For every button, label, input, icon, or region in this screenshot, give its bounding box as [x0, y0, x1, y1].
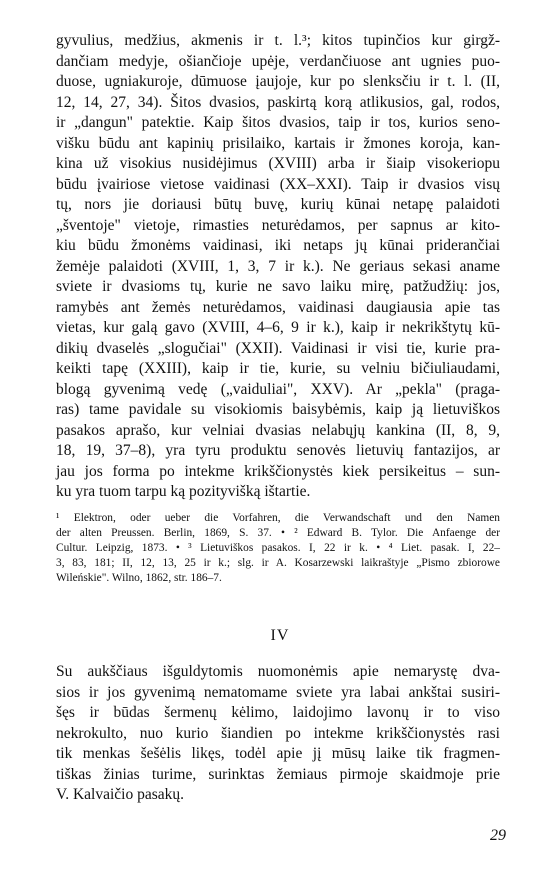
text-line: šęs ir būdas šermenų kėlimo, laidojimo lavonų ir to viso — [56, 704, 500, 721]
text-line: vietas, kur galą gavo (XVIII, 4–6, 9 ir k.), kaip ir nekrikštytų kū- — [56, 319, 500, 336]
page-number: 29 — [490, 827, 506, 844]
text-line: kina už visokius nusidėjimus (XVIII) arba ir šiaip visokeriopu — [56, 155, 500, 172]
footnote-line: 3, 83, 181; II, 12, 13, 25 ir k.; slg. ir A. Kosarzewski laikraštyje „Pismo zbiorowe — [56, 557, 500, 569]
text-line: ras) tame pavidale su visokiomis baisybėmis, kaip ją lietuviškos — [56, 401, 500, 418]
footnotes — [56, 511, 500, 586]
text-line: jau jos forma po intekme krikščionystės kiek persikeitus – sun- — [56, 462, 500, 480]
text-line: ramybės ant žemės neturėdamos, vaidinasi daugiausia apie tas — [56, 298, 500, 316]
text-line: višku būdu ant kapinių prisilaiko, kartais ir žmones koroja, kan- — [56, 134, 500, 152]
text-line: dikių dvaselės „slogučiai" (XXII). Vaidinasi ir visi tie, kurie pra- — [56, 339, 500, 357]
footnote-line: Wileńskie". Wilno, 1862, str. 186–7. — [56, 572, 222, 584]
text-line: V. Kalvaičio pasakų. — [56, 786, 184, 803]
text-line: gyvulius, medžius, akmenis ir t. l.³; kitos tupinčios kur girgž- — [56, 32, 500, 49]
text-line: nekrokulto, nuo kurio šiandien po intekme krikščionystės rasi — [56, 724, 500, 742]
text-line: kiu būdu žmonėms vaidinasi, iki netaps jų kūnai priderančiai — [56, 237, 500, 254]
text-line: 12, 14, 27, 34). Šitos dvasios, paskirtą korą atlikusios, gal, rodos, — [56, 93, 500, 111]
text-line: tiškas žinias turime, surinktas žemiaus pirmoje skaidmoje prie — [56, 765, 500, 783]
text-line: sviete ir dvasioms tų, kurie ne savo laiku mirę, patžudžių: jos, — [56, 278, 500, 295]
text-line: duose, ugniakuroje, dūmuose įaujoje, kur po slenksčiu ir t. l. (II, — [56, 73, 500, 90]
text-line: Su aukščiaus išguldytomis nuomonėmis apie nemarystę dva- — [56, 663, 500, 680]
text-line: keikti tapę (XXIII), kaip ir tie, kurie, su velniu bičiuliaudami, — [56, 360, 500, 377]
text-line: tik menkas šešėlis likęs, todėl apie jį mūsų laike tik fragmen- — [56, 745, 500, 762]
text-line: dančiam medyje, ošiančioje upėje, verdančiuose ant ugnies puo- — [56, 52, 500, 70]
text-line: ir „dangun" patektie. Kaip šitos dvasios, taip ir tos, kurios seno- — [56, 114, 500, 131]
footnote-line: der alten Preussen. Berlin, 1869, S. 37. • ² Edward B. Tylor. Die Anfaenge der — [56, 527, 500, 539]
text-line: žemėje palaidoti (XVIII, 1, 3, 7 ir k.). Ne geriaus sekasi aname — [56, 257, 500, 275]
text-line: pasakos aprašo, kur velniai dvasias nelabųjų kankina (II, 8, 9, — [56, 421, 500, 439]
text-line: blogą gyvenimą vedę („vaiduliai", XXV). Ar „pekla" (praga- — [56, 380, 500, 398]
footnote-line: ¹ Elektron, oder ueber die Vorfahren, die Verwandschaft und den Namen — [56, 512, 500, 524]
main-paragraph — [56, 31, 500, 503]
text-line: tų, nors jie doriausi būtų buvę, kurių kūnai netapę palaidoti — [56, 196, 500, 213]
text-line: 18, 19, 37–8), yra tyru produktu senovės lietuvių fantazijos, ar — [56, 442, 500, 459]
section-paragraph — [56, 662, 500, 806]
text-line: ku yra tuom tarpu ką pozityvišką ištartie. — [56, 483, 311, 500]
text-line: „šventoje" vietoje, rimasties neturėdamos, per sapnus ar kito- — [56, 216, 500, 234]
text-line: būdu įvairiose vietose vaidinasi (XX–XXI). Taip ir dvasios visų — [56, 175, 500, 193]
section-heading: IV — [270, 627, 290, 644]
footnote-line: Cultur. Leipzig, 1873. • ³ Lietuviškos pasakos. I, 22 ir k. • ⁴ Liet. pasak. I, 22– — [56, 542, 500, 554]
text-line: sios ir jos gyvenimą nematomame sviete yra labai ankštai susiri- — [56, 683, 500, 701]
